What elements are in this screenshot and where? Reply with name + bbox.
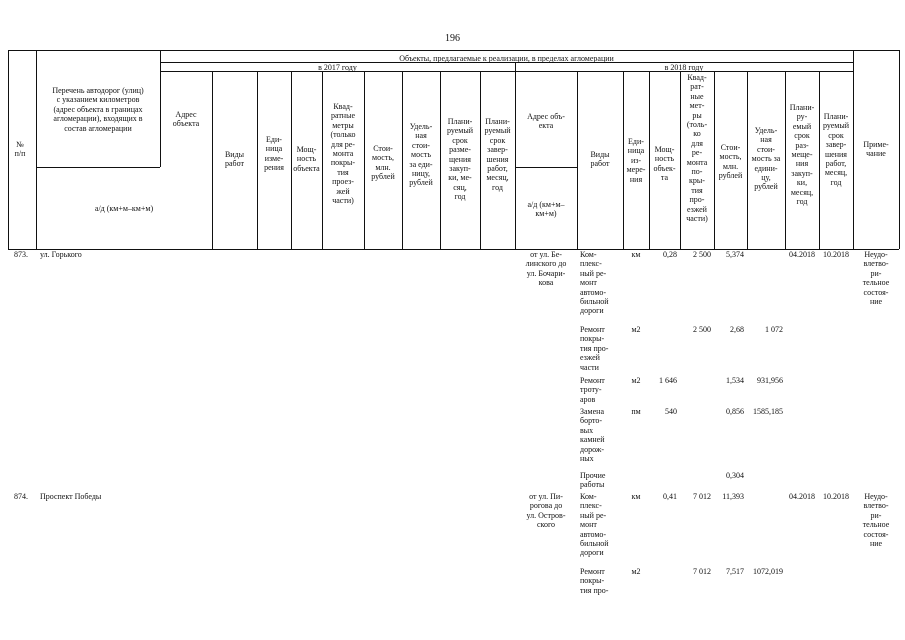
- header-2018-plan-finish: Плани- руемый срок завер- шения работ, месяц, год: [822, 112, 850, 187]
- work-unit: км: [631, 250, 641, 259]
- header-year-2018: в 2018 году: [664, 63, 704, 72]
- work-cost: 2,68: [730, 325, 744, 334]
- object-address: от ул. Бе- линского до ул. Бочари- кова: [525, 250, 567, 288]
- work-unit: км: [631, 492, 641, 501]
- header-2017-works: Виды работ: [224, 150, 245, 169]
- plan-finish-date: 10.2018: [823, 250, 849, 259]
- work-type: Прочие работы: [580, 471, 606, 490]
- row-num: 874.: [14, 492, 28, 501]
- work-cost: 11,393: [722, 492, 744, 501]
- header-2017-unit: Еди- ница изме- рения: [264, 135, 284, 173]
- header-2017-cost: Стои- мость, млн. рублей: [371, 144, 395, 182]
- header-2017-specific: Удель- ная стои- мость за еди- ницу, рублей: [409, 122, 433, 188]
- work-cost: 1,534: [726, 376, 744, 385]
- header-2018-sqm: Квад- рат- ные мет- ры (толь- ко для ре- монта по- кры- тия про- езжей части): [686, 73, 708, 224]
- header-2018-address: Адрес объ- екта: [527, 112, 565, 131]
- table-rule: [515, 167, 577, 168]
- header-road-list-sub: а/д (км+м–км+м): [94, 204, 154, 213]
- header-2018-specific: Удель- ная стои- мость за едини- цу, рублей: [751, 126, 781, 192]
- page-number: 196: [445, 33, 460, 44]
- work-unit: м2: [631, 376, 641, 385]
- work-unit: пм: [631, 407, 641, 416]
- work-type: Ремонт троту- аров: [580, 376, 605, 404]
- work-cost: 5,374: [726, 250, 744, 259]
- plan-place-date: 04.2018: [789, 492, 815, 501]
- table-rule: [899, 50, 900, 249]
- work-type: Ремонт покры- тия про-: [580, 567, 609, 595]
- header-2018-plan-place: Плани- ру- емый срок раз- меще- ния закуп- ки, месяц, год: [789, 103, 815, 207]
- work-unit: м2: [631, 567, 641, 576]
- work-power: 1 646: [659, 376, 677, 385]
- header-2017-plan-finish: Плани- руемый срок завер- шения работ, месяц, год: [484, 117, 511, 192]
- header-2018-cost: Стои- мость, млн. рублей: [718, 143, 743, 181]
- work-cost: 0,856: [726, 407, 744, 416]
- work-sqm: 7 012: [693, 492, 711, 501]
- work-power: 0,41: [663, 492, 677, 501]
- row-note: Неудо- влетво- ри- тельное состоя- ние: [862, 492, 890, 549]
- work-sqm: 2 500: [693, 250, 711, 259]
- work-cost: 0,304: [726, 471, 744, 480]
- header-note: Приме- чание: [863, 140, 889, 159]
- work-type: Ком- плекс- ный ре- монт автомо- бильной дороги: [580, 250, 609, 316]
- table-rule: [36, 167, 160, 168]
- road-name: ул. Горького: [40, 250, 82, 259]
- work-power: 540: [665, 407, 677, 416]
- work-power: 0,28: [663, 250, 677, 259]
- plan-place-date: 04.2018: [789, 250, 815, 259]
- work-sqm: 7 012: [693, 567, 711, 576]
- header-2017-power: Мощ- ность объекта: [293, 145, 320, 173]
- header-year-2017: в 2017 году: [318, 63, 357, 72]
- object-address: от ул. Пи- рогова до ул. Остров- ского: [526, 492, 566, 530]
- table-rule: [8, 50, 899, 51]
- row-note: Неудо- влетво- ри- тельное состоя- ние: [862, 250, 890, 307]
- header-objects: Объекты, предлагаемые к реализации, в пределах агломерации: [399, 54, 614, 63]
- work-sqm: 2 500: [693, 325, 711, 334]
- header-2017-address: Адрес объекта: [172, 110, 200, 129]
- table-rule: [515, 62, 516, 249]
- work-unit: м2: [631, 325, 641, 334]
- plan-finish-date: 10.2018: [823, 492, 849, 501]
- work-type: Замена борто- вых камней дорож- ных: [580, 407, 605, 464]
- header-road-list: Перечень автодорог (улиц) с указанием километров (адрес объекта в границах агломерации), входящих в состав агломерации: [52, 86, 144, 133]
- header-2018-unit: Еди- ница из- мере- ния: [626, 137, 646, 184]
- header-2018-address-sub: а/д (км+м– км+м): [527, 200, 565, 219]
- header-num: № п/п: [14, 140, 26, 159]
- road-name: Проспект Победы: [40, 492, 102, 501]
- work-specific-cost: 931,956: [757, 376, 783, 385]
- work-type: Ком- плекс- ный ре- монт автомо- бильной дороги: [580, 492, 609, 558]
- work-specific-cost: 1585,185: [753, 407, 783, 416]
- work-specific-cost: 1 072: [765, 325, 783, 334]
- header-2018-power: Мощ- ность объек- та: [653, 145, 676, 183]
- header-2017-sqm: Квад- ратные метры (только для ре- монта покры- тия проез- жей части): [330, 102, 356, 206]
- work-type: Ремонт покры- тия про- езжей части: [580, 325, 609, 372]
- row-num: 873.: [14, 250, 28, 259]
- header-2017-plan-place: Плани- руемый срок разме- щения закуп- ки, ме- сяц, год: [446, 117, 474, 202]
- table-rule: [36, 50, 37, 249]
- work-specific-cost: 1072,019: [753, 567, 783, 576]
- work-cost: 7,517: [726, 567, 744, 576]
- header-2018-works: Виды работ: [590, 150, 610, 169]
